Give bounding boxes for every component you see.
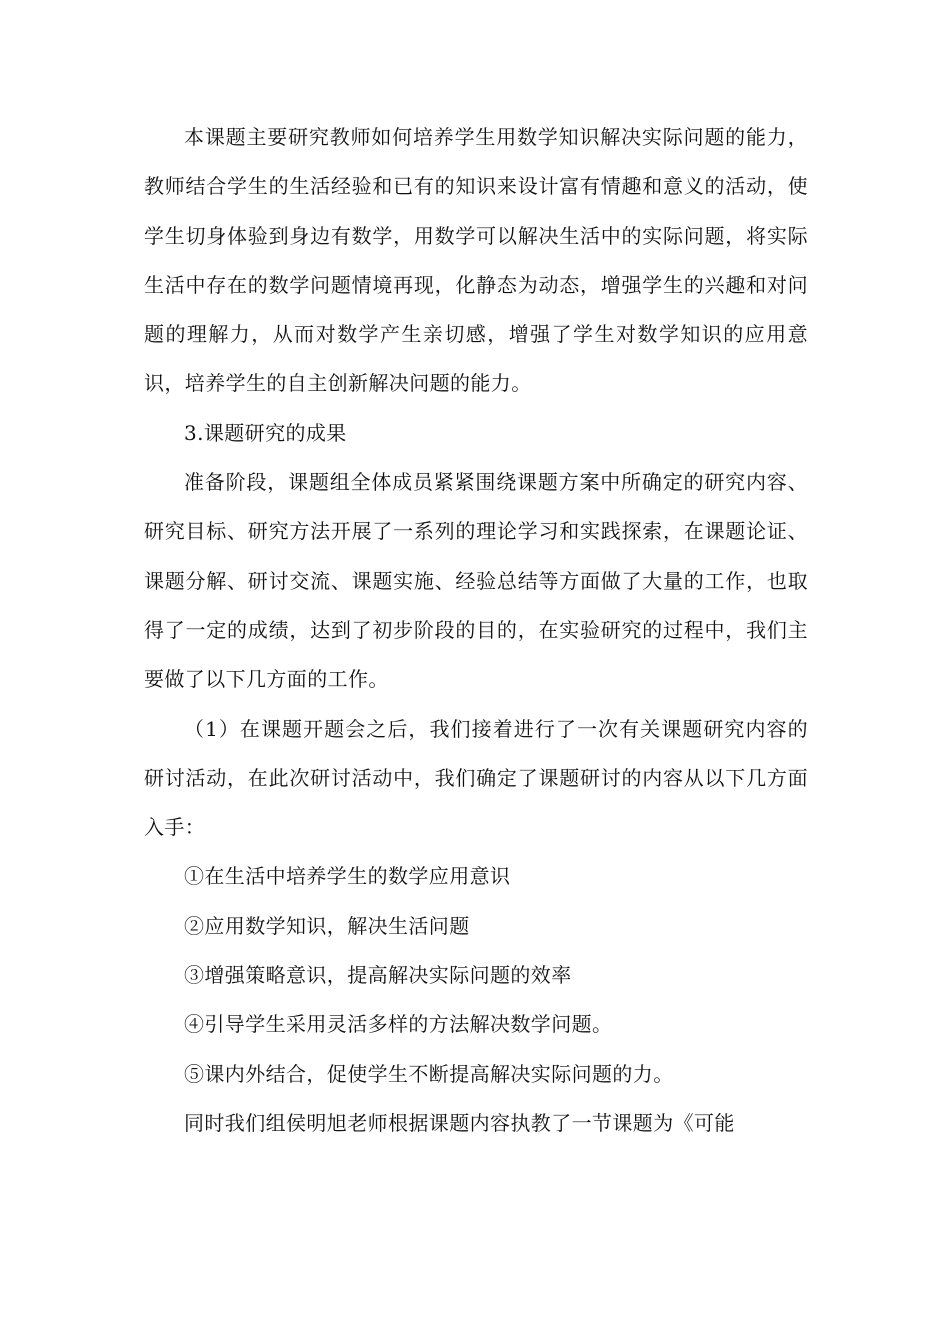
- list-item: ④引导学生采用灵活多样的方法解决数学问题。: [184, 1012, 613, 1037]
- body-paragraph-research-focus: 本课题主要研究教师如何培养学生用数学知识解决实际问题的能力，教师结合学生的生活经验和已有的知识来设计富有情趣和意义的活动，使学生切身体验到身边有数学，用数学可以解决生活中的实际问题，将实际生活中存在的数学问题情境再现，化静态为动态，增强学生的兴趣和对问题的理解力，从而对数学产生亲切感，增强了学生对数学知识的应用意识，培养学生的自主创新解决问题的能力。: [144, 125, 808, 396]
- body-paragraph-lesson: 同时我们组侯明旭老师根据课题内容执教了一节课题为《可能: [184, 1110, 735, 1135]
- body-paragraph-preparation-stage: 准备阶段，课题组全体成员紧紧围绕课题方案中所确定的研究内容、研究目标、研究方法开展了一系列的理论学习和实践探索，在课题论证、课题分解、研讨交流、课题实施、经验总结等方面做了大量的工作，也取得了一定的成绩，达到了初步阶段的目的，在实验研究的过程中，我们主要做了以下几方面的工作。: [144, 470, 808, 692]
- document-page: [144, 113, 808, 1148]
- section-heading-results: 3.课题研究的成果: [184, 420, 347, 445]
- list-item: ①在生活中培养学生的数学应用意识: [184, 864, 511, 889]
- body-paragraph-seminar: （1）在课题开题会之后，我们接着进行了一次有关课题研究内容的研讨活动，在此次研讨活动中，我们确定了课题研讨的内容从以下几方面入手：: [144, 716, 808, 840]
- list-item: ②应用数学知识，解决生活问题: [184, 913, 470, 938]
- list-item: ⑤课内外结合，促使学生不断提高解决实际问题的力。: [184, 1061, 674, 1086]
- list-item: ③增强策略意识，提高解决实际问题的效率: [184, 963, 572, 988]
